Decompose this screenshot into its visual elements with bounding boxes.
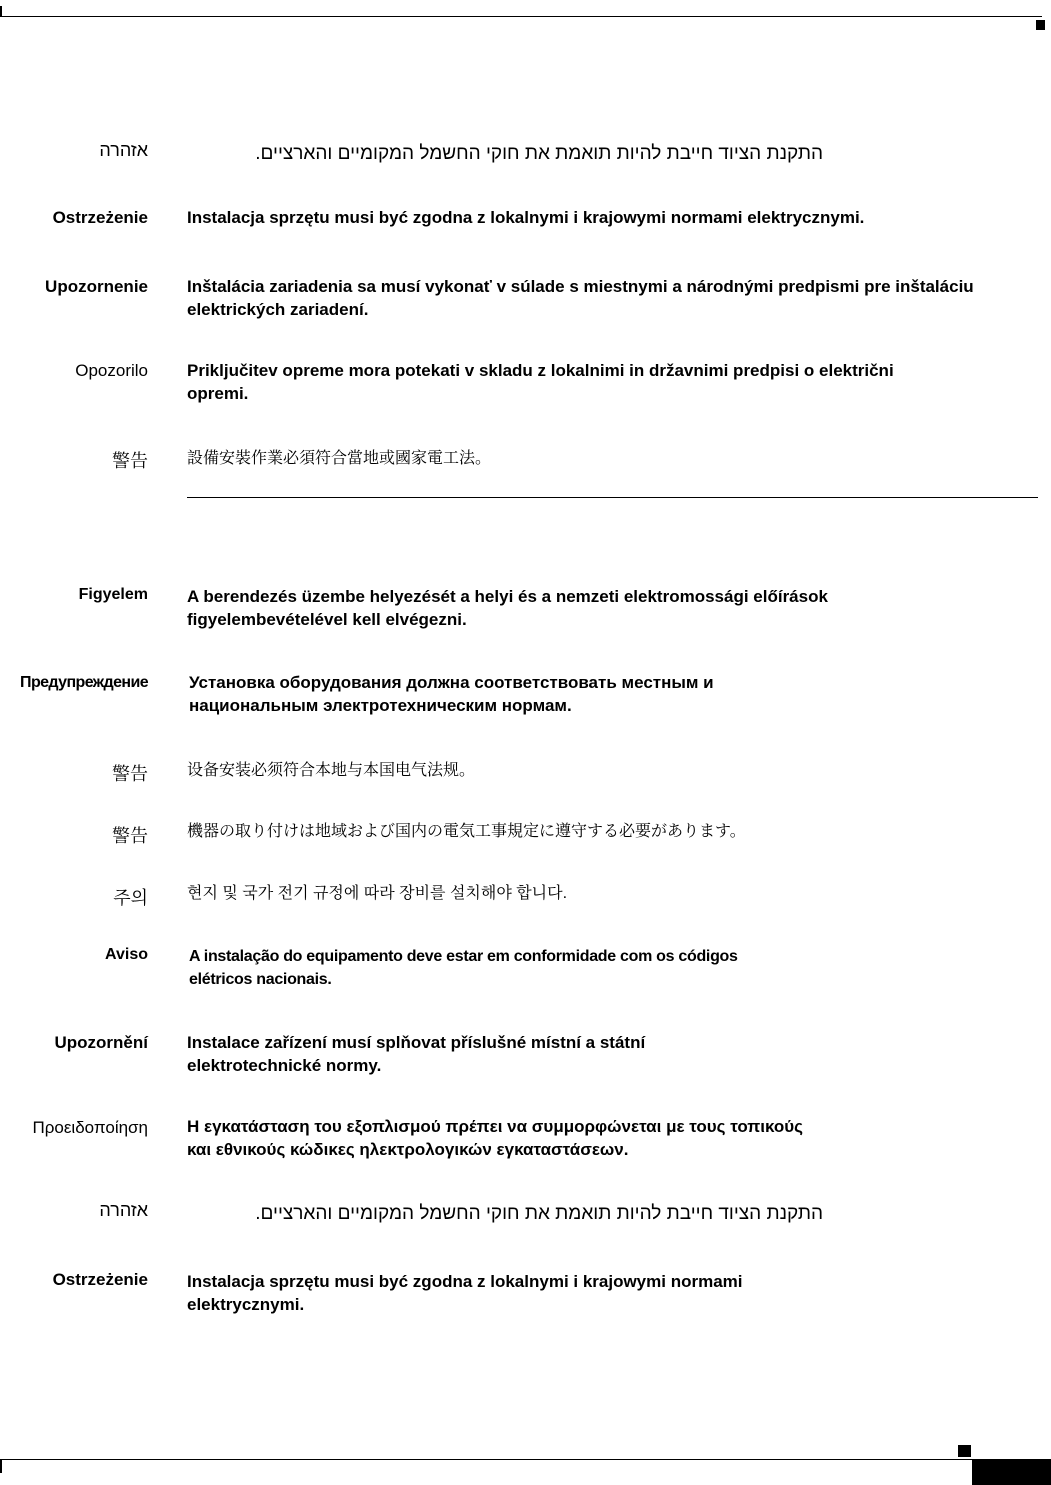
warning-text-slovak: Inštalácia zariadenia sa musí vykonať v súlade s miestnymi a národnými predpismi pre inštaláciu elektrických zariadení. [187, 277, 974, 319]
warning-label-simplified-chinese: 警告 [112, 764, 148, 784]
warning-label-korean: 주의 [113, 888, 148, 908]
warning-text-hebrew: התקנת הציוד חייבת להיות תואמת את חוקי החשמל המקומיים והארציים. [255, 143, 823, 164]
header-rule [0, 16, 1042, 17]
footer-marker [958, 1445, 971, 1457]
warning-label-traditional-chinese: 警告 [112, 451, 148, 471]
warning-label-slovenian: Opozorilo [75, 361, 148, 380]
warning-text-simplified-chinese: 设备安装必须符合本地与本国电气法规。 [187, 762, 476, 779]
warning-text-japanese: 機器の取り付けは地域および国内の電気工事規定に遵守する必要があります。 [187, 823, 746, 840]
warning-label-russian: Предупреждение [20, 674, 148, 691]
warning-text-slovenian: Priključitev opreme mora potekati v skladu z lokalnimi in državnimi predpisi o električni opremi. [187, 361, 894, 403]
warning-text-hebrew-2: התקנת הציוד חייבת להיות תואמת את חוקי החשמל המקומיים והארציים. [255, 1203, 823, 1224]
warning-label-japanese: 警告 [112, 826, 148, 846]
section-separator [187, 497, 1038, 498]
warning-label-greek: Προειδοποίηση [32, 1118, 148, 1137]
footer-corner-tick [0, 1460, 2, 1473]
warning-label-polish: Ostrzeżenie [52, 208, 148, 227]
footer-rule [0, 1459, 1051, 1460]
warning-text-czech: Instalace zařízení musí splňovat příslušné místní a státní elektrotechnické normy. [187, 1033, 646, 1075]
warning-label-portuguese: Aviso [105, 946, 148, 963]
warning-text-polish-2: Instalacja sprzętu musi być zgodna z lokalnymi i krajowymi normami elektrycznymi. [187, 1272, 743, 1314]
warning-label-polish-2: Ostrzeżenie [52, 1270, 148, 1289]
warning-text-traditional-chinese: 設備安裝作業必須符合當地或國家電工法。 [187, 450, 492, 467]
warning-text-greek: Η εγκατάσταση του εξοπλισμού πρέπει να συμμορφώνεται με τους τοπικούς και εθνικούς κώδικες ηλεκτρολογικών εγκαταστάσεων. [187, 1117, 804, 1159]
header-marker [1036, 20, 1045, 30]
footer-page-block [972, 1460, 1051, 1485]
warning-label-hebrew-2: אזהרה [99, 1200, 148, 1220]
warning-text-russian: Установка оборудования должна соответствовать местным и национальным электротехническим нормам. [189, 673, 714, 715]
warning-text-korean: 현지 및 국가 전기 규정에 따라 장비를 설치해야 합니다. [187, 885, 568, 902]
warning-text-polish: Instalacja sprzętu musi być zgodna z lokalnymi i krajowymi normami elektrycznymi. [187, 208, 865, 227]
warning-text-portuguese: A instalação do equipamento deve estar em conformidade com os códigos elétricos nacionais. [189, 948, 738, 988]
warning-label-czech: Upozornění [54, 1033, 148, 1052]
warning-label-hebrew: אזהרה [99, 140, 148, 160]
warning-label-slovak: Upozornenie [45, 277, 148, 296]
warning-text-hungarian: A berendezés üzembe helyezését a helyi és a nemzeti elektromossági előírások figyelembevételével kell elvégezni. [187, 587, 828, 629]
warning-label-hungarian: Figyelem [78, 586, 148, 603]
